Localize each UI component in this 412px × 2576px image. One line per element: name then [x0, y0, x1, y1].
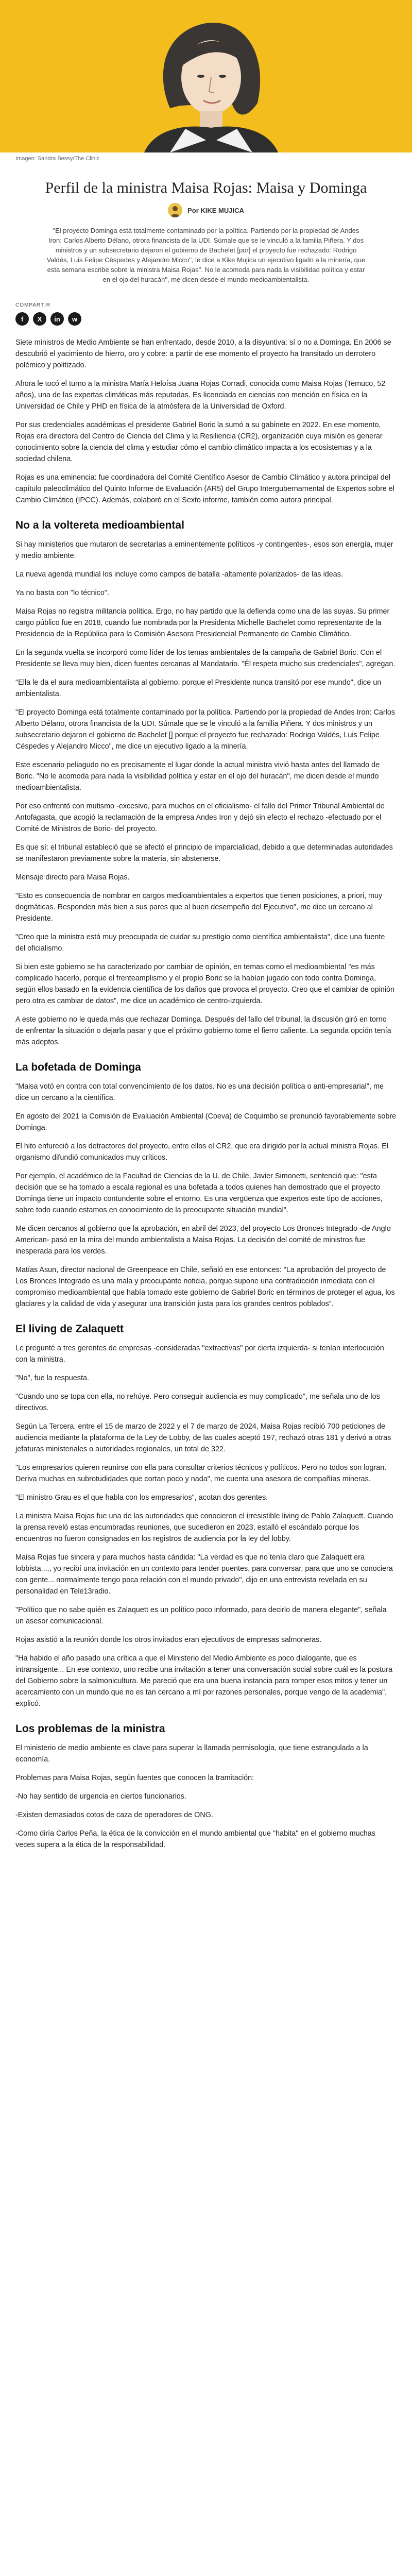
article-paragraph: Le pregunté a tres gerentes de empresas -consideradas "extractivas" por cierta izquierda- si tenían interlocución con la ministra. [15, 1344, 384, 1364]
article-paragraph: "Creo que la ministra está muy preocupada de cuidar su prestigio como científica ambientalista", dice una fuente del oficialismo. [15, 933, 385, 953]
author-avatar [168, 203, 182, 217]
article-paragraph: Rojas asistió a la reunión donde los otros invitados eran ejecutivos de empresas salmoneras. [15, 1636, 322, 1644]
article-paragraph: Por sus credenciales académicas el presidente Gabriel Boric la sumó a su gabinete en 2022. En ese momento, Rojas era directora del Centro de Ciencia del Clima y la Resiliencia (CR2), organización cuya misión es generar conocimiento sobre la ciencia del clima y estudiar cómo el cambio climático impacta a los ecosistemas y a la sociedad chilena. [15, 421, 383, 463]
article-paragraph: Por eso enfrentó con mutismo -excesivo, para muchos en el oficialismo- el fallo del Primer Tribunal Ambiental de Antofagasta, que acogió la reclamación de la empresa Andes Iron y dejó sin efecto el rechazo -efectuado por el Comité de Ministros de Boric- del proyecto. [15, 802, 385, 833]
linkedin-icon: in [54, 315, 60, 323]
linkedin-share-button[interactable] [50, 312, 64, 326]
article-lead: "El proyecto Dominga está totalmente contaminado por la política. Partiendo por la propiedad de Andes Iron: Carlos Alberto Délano, otrora financista de la UDI. Súmale que se le vinculó a la familia Piñera. Y dos ministros y un subsecretario dejaron el gobierno de Bachelet [por] el proyecto fue rechazado: Rodrigo Valdés, Luis Felipe Céspedes y Alejandro Micco", le dice a Kike Mujica un ejecutivo ligado a la minería, que esta semana escribe sobre la ministra Maisa Rojas". No le acomoda para nada la visibilidad política y estar en el ojo del huracán", me dicen desde el mundo medioambientalista. [46, 227, 366, 283]
image-caption: Imagen: Sandra Bessy/The Clinic [15, 156, 100, 162]
article-paragraph: A este gobierno no le queda más que rechazar Dominga. Después del fallo del tribunal, la discusión giró en torno de enfrentar la situación o dejarla pasar y que el próximo gobierno tome el fierro caliente. La segunda opción tenía más adeptos. [15, 1015, 391, 1046]
author-block [0, 203, 412, 217]
article-paragraph: "Ella le da el aura medioambientalista al gobierno, porque el Presidente nunca transitó por ese mundo", dice un ambientalista. [15, 679, 382, 698]
facebook-share-button[interactable] [15, 312, 29, 326]
article-paragraph: En agosto del 2021 la Comisión de Evaluación Ambiental (Coeva) de Coquimbo se pronunció favorablemente sobre Dominga. [15, 1112, 397, 1132]
article-paragraph: Según La Tercera, entre el 15 de marzo de 2022 y el 7 de marzo de 2024, Maisa Rojas recibió 700 peticiones de audiencia mediante la plataforma de la Ley de Lobby, de las cuales aceptó 197, rechazó otras 181 y derivó a otras jefaturas ministeriales o autoridades regionales, un total de 322. [15, 1422, 391, 1453]
portrait-illustration-icon [0, 0, 412, 152]
hero-image [0, 0, 412, 152]
section-heading: Los problemas de la ministra [15, 1723, 165, 1735]
article-paragraph: Maisa Rojas no registra militancia política. Ergo, no hay partido que la defienda como una de las suyas. Su primer cargo público fue en 2018, cuando fue nombrada por la Presidenta Michelle Bachelet como representante de la Presidencia de la República para la Comisión Asesora Presidencial Permanente de Cambio Climático. [15, 607, 390, 638]
facebook-icon: f [21, 315, 24, 323]
article-paragraph: -Como diría Carlos Peña, la ética de la convicción en el mundo ambiental que "habita" en el gobierno muchas veces supera a la ética de la responsabilidad. [15, 1829, 375, 1849]
article-paragraph: Maisa Rojas fue sincera y para muchos hasta cándida: "La verdad es que no tenía claro que Zalaquett era lobbista...., yo recibí una invitación en un contexto para tender puentes, para conversar, para que uno se conociera con gente... normalmente tengo poca relación con el mundo privado", dijo en una entrevista revelada en su personalidad en Tele13radio. [15, 1553, 393, 1596]
section-heading: El living de Zalaquett [15, 1323, 124, 1335]
article-paragraph: "Esto es consecuencia de nombrar en cargos medioambientales a expertos que tienen posiciones, a priori, muy dogmáticas. Responden más bien a sus pares que al buen desempeño del Ejecutivo", me dice un cercano al Presidente. [15, 892, 383, 923]
article-paragraph: "Cuando uno se topa con ella, no rehúye. Pero conseguir audiencia es muy complicado", me señala uno de los directivos. [15, 1393, 380, 1412]
article-paragraph: "Ha habido el año pasado una crítica a que el Ministerio del Medio Ambiente es poco dialogante, que es intransigente... En ese contexto, uno recibe una invitación a tener una conversación social sobre cuál es la postura del Gobierno sobre la salmonicultura. Me pareció que era una buena instancia para romper esos mitos y tener un acercamiento con un mundo que no es tan cercano a mí por razones personales, porque vengo de la academia", explicó. [15, 1654, 392, 1708]
whatsapp-share-button[interactable] [68, 312, 81, 326]
article-paragraph: En la segunda vuelta se incorporó como líder de los temas ambientales de la campaña de Gabriel Boric. Con el Presidente se lleva muy bien, dicen fuentes cercanas al Mandatario. "Él respeta mucho sus credenciales", agregan. [15, 649, 396, 668]
article-paragraph: El ministerio de medio ambiente es clave para superar la llamada permisología, que tiene estrangulada a la economía. [15, 1744, 368, 1764]
article-paragraph: "Los empresarios quieren reunirse con ella para consultar criterios técnicos y políticos. Pero no todos son logran. Deriva muchas en subrotudidades que cortan poco y nada", me cuenta una asesora de compañías mineras. [15, 1464, 387, 1483]
article-paragraph: Este escenario peliagudo no es precisamente el lugar donde la actual ministra vivió hasta antes del llamado de Boric. "No le acomoda para nada la visibilidad política y estar en el ojo del huracán", me dicen desde el mundo medioambientalista. [15, 761, 380, 792]
article-paragraph: -No hay sentido de urgencia en ciertos funcionarios. [15, 1792, 186, 1801]
section-heading: La bofetada de Dominga [15, 1061, 141, 1073]
article-paragraph: Siete ministros de Medio Ambiente se han enfrentado, desde 2010, a la disyuntiva: sí o no a Dominga. En 2006 se descubrió el yacimiento de hierro, oro y cobre: a partir de ese momento el proyecto ha transitado un derrotero polémico y politizado. [15, 338, 391, 369]
article-paragraph: "El proyecto Dominga está totalmente contaminado por la política. Partiendo por la propiedad de Andes Iron: Carlos Alberto Délano, otrora financista de la UDI. Súmale que se le vinculó a la familia Piñera. Y dos ministros y un subsecretario dejaron el gobierno de Bachelet [] porque el proyecto fue rechazado: Rodrigo Valdés, Luis Felipe Céspedes y Alejandro Micco", me dice un ejecutivo ligado a la minería. [15, 708, 396, 751]
article-paragraph: Matías Asun, director nacional de Greenpeace en Chile, señaló en ese entonces: "La aprobación del proyecto de Los Bronces Integrado es una mala y preocupante noticia, porque supone una contradicción inmediata con el compromiso medioambiental que había tomado este gobierno de Gabriel Boric en términos de proteger el agua, los glaciares y la calidad de vida y asegurar una transición justa para los grandes centros poblados". [15, 1266, 395, 1308]
article-paragraph: Ya no basta con "lo técnico". [15, 589, 109, 597]
whatsapp-icon: w [72, 315, 78, 323]
article-paragraph: La ministra Maisa Rojas fue una de las autoridades que conocieron el irresistible living de Pablo Zalaquett. Cuando la prensa reveló estas encumbradas reuniones, que sucedieron en 2023, estalló el escándalo porque los encuentros no fueron consignados en los registros de audiencia por la ley del lobby. [15, 1512, 393, 1543]
article-paragraph: Mensaje directo para Maisa Rojas. [15, 873, 130, 882]
article-title: Perfil de la ministra Maisa Rojas: Maisa y Dominga [45, 179, 367, 196]
article-paragraph: "Maisa votó en contra con total convencimiento de los datos. No es una decisión política o anti-empresarial", me dice un cercano a la científica. [15, 1082, 384, 1102]
share-bar [15, 312, 397, 326]
article-paragraph: Si bien este gobierno se ha caracterizado por cambiar de opinión, en temas como el medioambiental "es más complicado hacerlo, porque el frenteamplismo y el propio Boric se la habían jugado con todo contra Dominga, según ellos basado en la evidencia científica de los daños que provoca el proyecto. Creo que el cambiar de opinión pero otra es cambiar de datos", me dice un académico de centro-izquierda. [15, 963, 394, 1005]
article-paragraph: El hito enfureció a los detractores del proyecto, entre ellos el CR2, que era dirigido por la actual ministra Rojas. El organismo difundió comunicados muy críticos. [15, 1142, 388, 1162]
article-paragraph: Ahora le tocó el turno a la ministra María Heloísa Juana Rojas Corradi, conocida como Maisa Rojas (Temuco, 52 años), una de las expertas climáticas más reputadas. Es licenciada en ciencias con mención en física en la Universidad de Chile y PHD en física de la atmósfera de la Universidad de Oxford. [15, 380, 386, 411]
section-heading: No a la voltereta medioambiental [15, 519, 184, 531]
article-paragraph: Si hay ministerios que mutaron de secretarías a eminentemente políticos -y contingentes-, esos son energía, mujer y medio ambiente. [15, 540, 393, 560]
article-paragraph: -Existen demasiados cotos de caza de operadores de ONG. [15, 1811, 213, 1819]
user-icon [168, 203, 182, 217]
article-paragraph: Me dicen cercanos al gobierno que la aprobación, en abril del 2023, del proyecto Los Bronces Integrado -de Anglo American- pasó en la mira del mundo ambientalista a Maisa Rojas. La decisión del comité de ministros fue inesperada para los verdes. [15, 1225, 391, 1256]
article-paragraph: "El ministro Grau es el que habla con los empresarios", acotan dos gerentes. [15, 1494, 268, 1502]
article-paragraph: Rojas es una eminencia: fue coordinadora del Comité Científico Asesor de Cambio Climático y autora principal del capítulo paleoclimático del Quinto Informe de Evaluación (AR5) del Grupo Intergubernamental de Expertos sobre el Cambio Climático (IPCC). Además, colaboró en el Sexto informe, también como autora principal. [15, 473, 394, 504]
author-byline[interactable]: Por KIKE MUJICA [187, 206, 244, 214]
share-label: COMPARTIR [15, 302, 51, 308]
article-paragraph: Es que sí: el tribunal estableció que se afectó el principio de imparcialidad, debido a que determinadas autoridades se manifestaron previamente sobre la materia, sin abstenerse. [15, 843, 393, 863]
article-paragraph: "No", fue la respuesta. [15, 1374, 90, 1382]
x-icon: X [37, 315, 42, 323]
article-body [15, 337, 397, 1851]
x-share-button[interactable] [33, 312, 46, 326]
article-paragraph: Por ejemplo, el académico de la Facultad de Ciencias de la U. de Chile, Javier Simonetti, sentenció que: "esta decisión que se ha tomado a escala regional es una bofetada a todos quienes han demostrado que el proyecto Dominga tiene un impacto contundente sobre el entorno. Es una vergüenza que expertos este tipo de acciones, sobre todo cuando estamos en conocimiento de la preocupante situación mundial". [15, 1172, 383, 1214]
article-paragraph: La nueva agenda mundial los incluye como campos de batalla -altamente polarizados- de las ideas. [15, 570, 343, 579]
article-paragraph: Problemas para Maisa Rojas, según fuentes que conocen la tramitación: [15, 1774, 254, 1782]
article-paragraph: "Político que no sabe quién es Zalaquett es un político poco informado, para decirlo de manera elegante", señala un asesor comunicacional. [15, 1606, 387, 1625]
